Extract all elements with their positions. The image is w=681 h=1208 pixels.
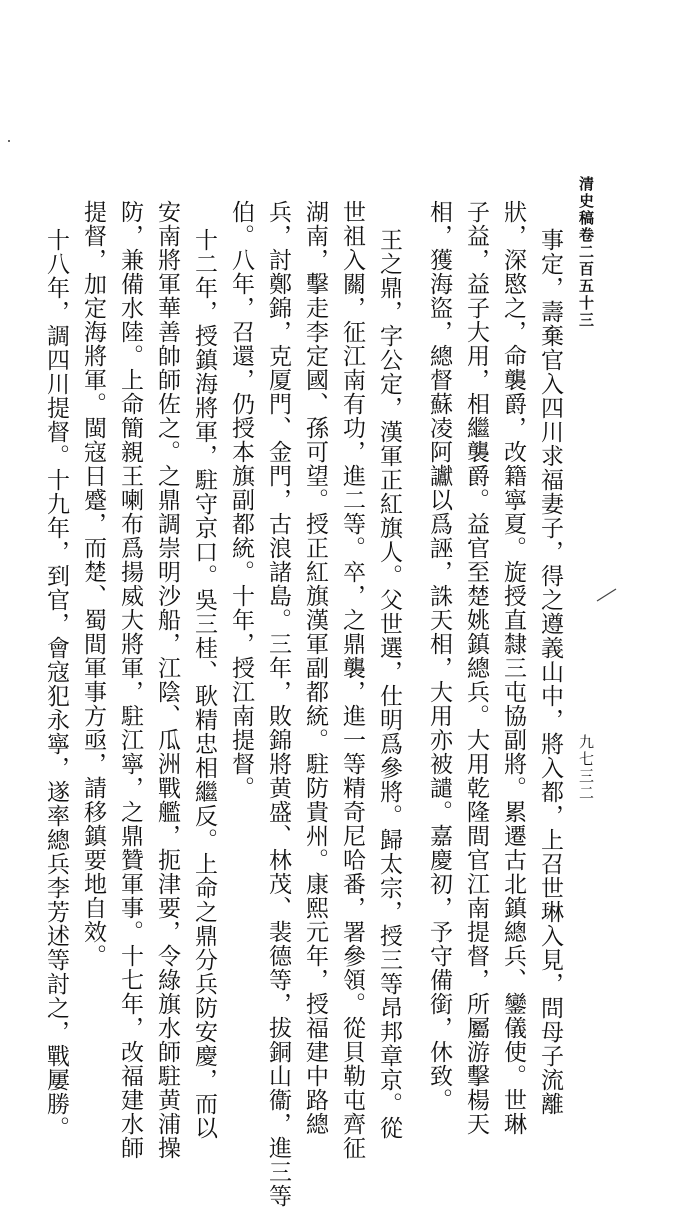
text-column-3: 子益，益子大用，相繼襲爵。益官至楚姚鎮總兵。大用乾隆間官江南提督，所屬游擊楊天 <box>463 200 489 1136</box>
text-column-1: 事定，壽棄官入四川求福妻子，得之遵義山中，將入都，上召世琳入見，問母子流離 <box>537 228 563 1116</box>
text-column-5: 王之鼎，字公定，漢軍正紅旗人。父世選，仕明爲參將。歸太宗，授三等昂邦章京。從 <box>376 228 402 1140</box>
text-column-14: 十八年，調四川提督。十九年，到官，會寇犯永寧，遂率總兵李芳述等討之，戰屢勝。 <box>43 228 69 1140</box>
text-column-11: 安南將軍華善帥師佐之。之鼎調崇明沙船，江陰、瓜洲戰艦，扼津要，令綠旗水師駐黄浦操 <box>154 200 180 1160</box>
running-header: 清史稿卷二百五十三 <box>577 176 595 329</box>
text-column-12: 防，兼備水陸。上命簡親王喇布爲揚威大將軍，駐江寧，之鼎贊軍事。十七年，改福建水師 <box>117 200 143 1160</box>
pencil-stroke-mark <box>596 588 618 602</box>
pencil-stroke-line <box>597 589 616 601</box>
text-column-9: 伯。八年，召還，仍授本旗副都統。十年，授江南提督。 <box>228 200 254 800</box>
text-column-7: 湖南，擊走李定國、孫可望。授正紅旗漢軍副都統。駐防貴州。康熙元年，授福建中路總 <box>302 200 328 1136</box>
text-column-13: 提督，加定海將軍。閩寇日蹙，而楚、蜀間軍事方亟，請移鎮要地自效。 <box>80 200 106 968</box>
text-column-6: 世祖入關，征江南有功，進二等。卒，之鼎襲，進一等精奇尼哈番，署參領。從貝勒屯齊征 <box>339 200 365 1160</box>
speck-mark <box>8 140 10 142</box>
text-column-2: 狀，深愍之，命襲爵，改籍寧夏。旋授直隸三屯協副將。累遷古北鎮總兵、鑾儀使。世琳 <box>500 200 526 1136</box>
text-column-10: 十二年，授鎮海將軍，駐守京口。吳三桂、耿精忠相繼反。上命之鼎分兵防安慶，而以 <box>191 228 217 1140</box>
text-column-8: 兵，討鄭錦，克厦門、金門，古浪諸島。三年，敗錦將黄盛、林茂、裴德等，拔銅山衞，進三等 <box>265 200 291 1208</box>
page-number: 九七三二 <box>577 734 595 802</box>
text-column-4: 相，獲海盜，總督蘇凌阿讞以爲誣，誅天相，大用亦被譴。嘉慶初，予守備銜，休致。 <box>426 200 452 1112</box>
